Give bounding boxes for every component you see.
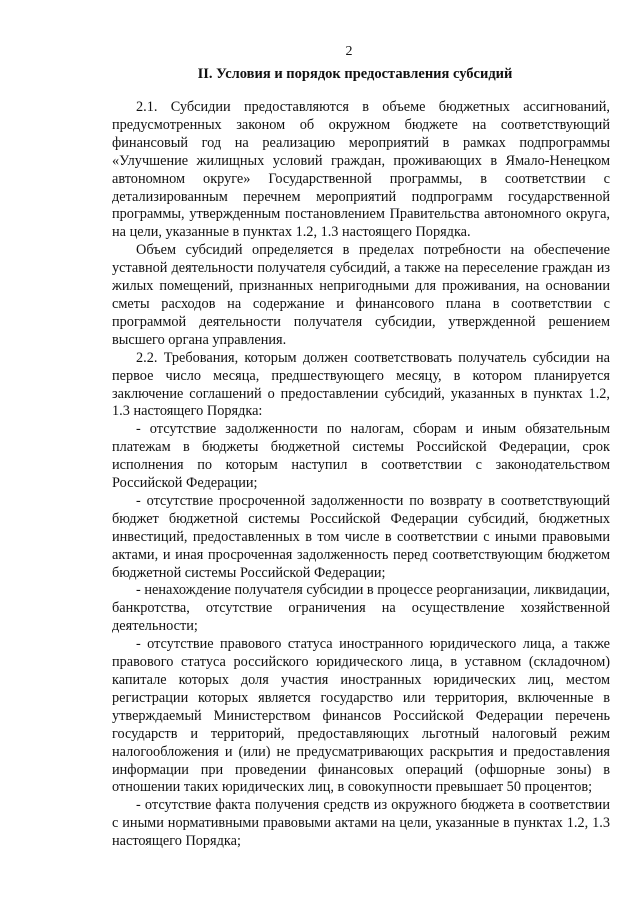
requirement-no-overdue-debt: - отсутствие просроченной задолженности по возврату в соответствующий бюджет бюджетной системы Российской Федерации субсидий, бюджетных инвестиций, предоставленных в том числе в соответствии с иными правовыми актами, и иная просроченная задолженность перед соответствующим бюджетом бюджетной системы Российской Федерации; <box>112 492 610 581</box>
document-body <box>112 99 610 851</box>
requirement-no-other-funding: - отсутствие факта получения средств из окружного бюджета в соответствии с иными нормативными правовыми актами на цели, указанные в пунктах 1.2, 1.3 настоящего Порядка; <box>112 797 610 850</box>
requirement-no-reorganization: - ненахождение получателя субсидии в процессе реорганизации, ликвидации, банкротства, отсутствие ограничения на осуществление хозяйственной деятельности; <box>112 582 611 635</box>
page-number: 2 <box>345 44 353 59</box>
paragraph-2-1: 2.1. Субсидии предоставляются в объеме бюджетных ассигнований, предусмотренных законом об окружном бюджете на соответствующий финансовый год на реализацию мероприятий в рамках подпрограммы «Улучшение жилищных условий граждан, проживающих в Ямало-Ненецком автономном округе» Государственной программы, в соответствии с детализированным перечнем мероприятий подпрограмм государственной программы, утвержденным постановлением Правительства автономного округа, на цели, указанные в пунктах 1.2, 1.3 настоящего Порядка. <box>112 99 610 241</box>
requirement-no-tax-debt: - отсутствие задолженности по налогам, сборам и иным обязательным платежам в бюджеты бюджетной системы Российской Федерации, срок исполнения по которым наступил в соответствии с законодательством Российской Федерации; <box>112 421 610 492</box>
paragraph-subsidy-volume: Объем субсидий определяется в пределах потребности на обеспечение уставной деятельности получателя субсидий, а также на переселение граждан из жилых помещений, признанных непригодными для проживания, на основании сметы расходов на содержание и финансового плана в соответствии с программой деятельности получателя субсидии, утвержденной решением высшего органа управления. <box>112 242 610 348</box>
requirement-no-foreign-status: - отсутствие правового статуса иностранного юридического лица, а также правового статуса российского юридического лица, в уставном (складочном) капитале которых доля участия иностранных юридических лиц, местом регистрации которых является государство или территория, включенные в утверждаемый Министерством финансов Российской Федерации перечень государств и территорий, предоставляющих льготный налоговый режим налогообложения и (или) не предусматривающих раскрытия и предоставления информации при проведении финансовых операций (офшорные зоны) в отношении таких юридических лиц, в совокупности превышает 50 процентов; <box>112 636 610 796</box>
document-page <box>112 0 610 905</box>
section-heading: II. Условия и порядок предоставления субсидий <box>197 66 513 82</box>
paragraph-2-2: 2.2. Требования, которым должен соответствовать получатель субсидии на первое число месяца, предшествующего месяцу, в котором планируется заключение соглашений о предоставлении субсидий, указанных в пунктах 1.2, 1.3 настоящего Порядка: <box>112 349 610 420</box>
